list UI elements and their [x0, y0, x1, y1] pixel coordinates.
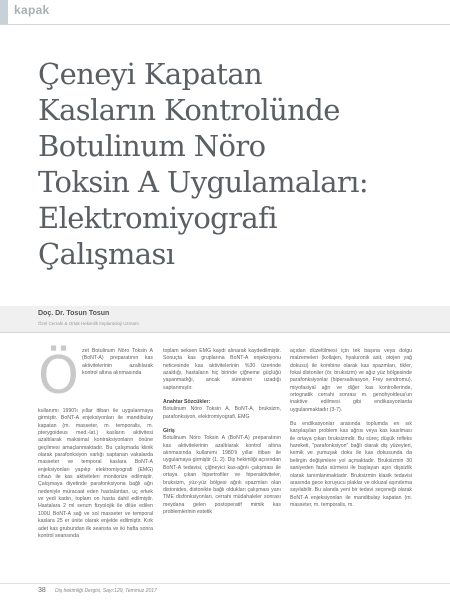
article-title: [38, 56, 438, 272]
body-column-2: [163, 348, 281, 516]
abstract-text: kullanımı 1990'lı yıllar itibarı ile uygulanmaya girmiştir. BoNT-A enjeksiyonları ile mandibulay kapatan (m. masseter, m. temporalis, m. pterygoideus med.-lat.) kasların aktivitesi azaltılarak maksimal kontraksiyonların önüne geçilmesi amaçlanmaktadır. Bu çalışmada klinik olarak parafonksiyon varlığı saptanan vakalarda masseter ve temporal kaslara BoNT-A enjeksiyonları yapılıp elektromiyografi (EMG) cihazı ile kas aktiviteleri monitorize edilmiştir. Çalışmaya diyetinde parafonksiyona bağlı ağrı nedeniyle müracaat eden hastalardan, uç erkek ve yedi kadın, toplam on hasta dahil edilmiştir. Hastalara 2 ml serum fizyolojik ile dilüe edilen 100U BoNT-A sağ ve sol masseter ve temporal kaslara 25 er ünite olarak enjekte edilmiştir. Kırk adet kas grubundan ilk seansta ve iki hafta sonra kontrol seansında: [38, 408, 153, 539]
title-line: Toksin A Uygulamaları:: [38, 165, 369, 199]
section-label: kapak: [14, 3, 50, 17]
title-line: Çeneyi Kapatan: [38, 57, 263, 91]
intro-heading: Giriş: [163, 428, 175, 435]
section-accent: [0, 0, 8, 24]
paragraph-gap: [290, 414, 412, 421]
intro-continued: açıdan düzeltilmesi için tek başına veya dolgu malzemeleri (kollajen, hyaluronik asit, otojen yağ dokusu) ile kombine olarak kas spazmları, tikler, fokal distoniler (ör. bruksizm) ve ağız yüz bölgesinde parafonksiyonlar (hipersalivasyon, Frey sendromu), miyofasiyal ağrı ve diğer kas kontrollerinde, ortognatik cerrahi sonrası m. genohyoideus'un inaktive edilmesi gibi endikasyonlarda uygulanmaktadır (3-7).: [290, 348, 412, 413]
bruxism-paragraph: Bu endikasyonlar arasında toplumda en sık karşılaşılan problem kas ağrısı veya kas kasılması ile ortaya çıkan bruksizmdir. Bu süreç düşük refleks hareketi, "parafonksiyon" bağlı olarak diş yüzeyleri, kemik ve yumuşak doku ile kas dokusunda da belirgin değişimlere yol açmaktadır. Bruksizmin 30 saniyeden fazla sürmesi ile başlayan aşırı dişsizlik olarak tanımlanmaktadır. Bruksizmin klasik tedavisi arasında gece koruyucu plaklar ve okluzal aşındırma sayılabilir. Bu alanda yeni bir tedavi seçeneği olarak BoNT-A enjeksiyonları ile mandibulay kapatan (m. masseter, m. temporalis, m.: [290, 421, 412, 508]
page-number: 38: [38, 587, 46, 594]
footer-divider: [0, 583, 450, 584]
body-column-1: [38, 348, 153, 540]
abstract-opening: [38, 348, 153, 408]
abstract-continued: toplam seksen EMG kaydı alınarak kaydedilmiştir. Sonuçta kas gruplarına BoNT-A enjeksiyonu neticesinde kas aktivitelerinin %30 üzerinde azaldığı, hastaların hiç birinde çiğneme güçlüğü yaşanmadığı, ancak süresinin uzadığı saptanmıştır.: [163, 348, 281, 391]
journal-reference: Diş hekimliği Dergisi, Sayı:129, Temmuz 2017: [55, 588, 157, 594]
title-line: Kasların Kontrolünde: [38, 93, 340, 127]
keywords-heading: Anahtar Sözcükler:: [163, 399, 211, 406]
intro-text: Botulinum Nöro Toksin A (BoNT-A) preparatının kas aktivitelerinin azaltılarak kontrol altına alınmasında kullanımı 1980'li yıllar itibarı ile uygulamaya girmiştir (1, 2). Diş hekimliği açısından BoNT-A tedavisi, çiğneyici kas-ağrılı çalışması ile ortaya çıkan hipertrofiler ve hiperaktiviteler, bruksizm, yüz-yüz bölgesi ağrılı spazmları olan distonides, distonikte bağlı oldukları çalışması yanı TME disfonksiyonları, cerrahi müdahaleler sonrası meydana gelen postoperatif mimik kas problemlerinin estetik: [163, 435, 281, 515]
author-affiliation: Özel Cerrahi & Ortak Hekimlik İmplantoloji Uzmanı: [38, 321, 139, 326]
keywords-text: Botulinum Nöro Toksin A, BoNT-A, bruksizm, parafonksiyon, elektromiyografi, EMG: [163, 406, 281, 420]
section-header: [0, 0, 450, 26]
title-line: Çalışması: [38, 237, 175, 271]
title-line: Elektromiyografi: [38, 201, 277, 235]
abstract-lead: zet Botulinum Nöro Toksin A (BoNT-A) preparatının kas aktivitelerinin azaltılarak kontrol altına alınmasında: [82, 348, 153, 377]
title-line: Botulinum Nöro: [38, 129, 266, 163]
author-divider: [0, 332, 450, 333]
body-column-3: [290, 348, 412, 509]
header-divider: [0, 24, 450, 25]
author-name: Doç. Dr. Tosun Tosun: [38, 310, 110, 317]
drop-cap: Ö: [38, 346, 79, 406]
